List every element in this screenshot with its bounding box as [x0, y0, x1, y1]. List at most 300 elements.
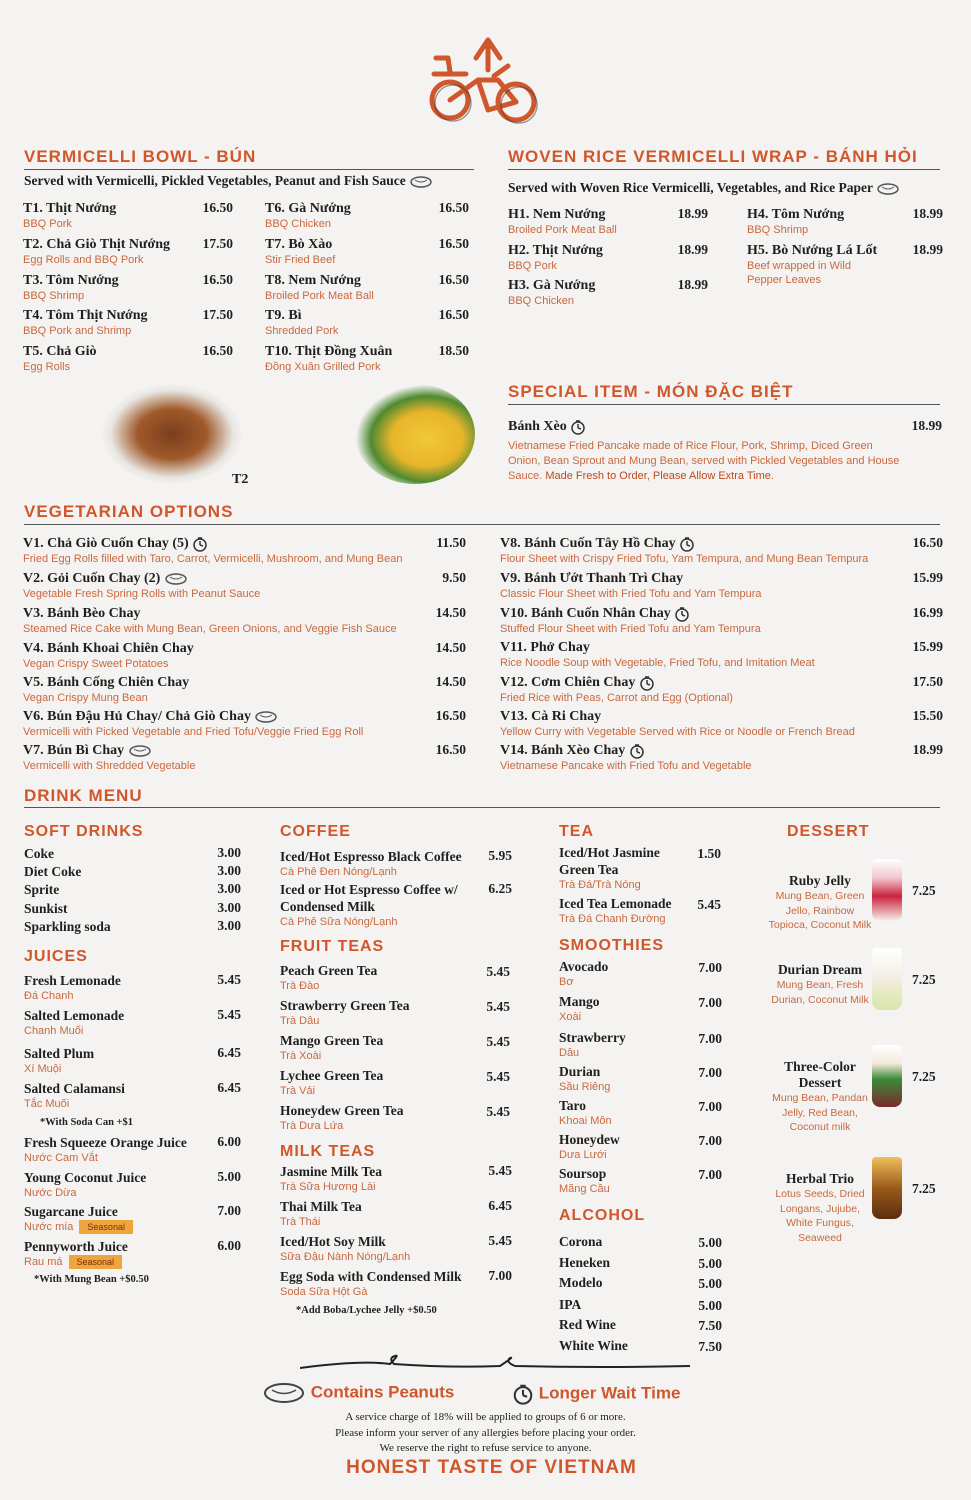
dessert-name: Three-Color Dessert: [784, 1059, 856, 1090]
smoothies-title: SMOOTHIES: [559, 937, 665, 954]
item-desc: BBQ Chicken: [265, 218, 332, 230]
item-desc: Shredded Pork: [265, 325, 339, 338]
item-price: 7.50: [698, 1318, 722, 1333]
item-name: Salted Plum: [24, 1046, 95, 1061]
dessert-price: 7.25: [912, 1069, 936, 1084]
veg-item: [23, 674, 466, 705]
divider: [508, 169, 940, 170]
item-price: 3.00: [217, 845, 241, 860]
item-desc: Xí Muội: [24, 1063, 62, 1075]
item-price: 7.00: [698, 960, 722, 975]
bun-item: [23, 307, 233, 338]
footer-notes: [0, 1410, 971, 1457]
item-price: 6.00: [217, 1134, 241, 1149]
smoothie-item: [559, 993, 722, 1024]
item-name: Strawberry Green Tea: [280, 998, 410, 1013]
item-price: 14.50: [435, 605, 466, 620]
smoothie-item: [559, 1063, 722, 1094]
drink-menu-title: DRINK MENU: [24, 786, 143, 805]
fruit-teas-title: FRUIT TEAS: [280, 938, 385, 955]
item-name: H4. Tôm Nướng: [747, 207, 845, 222]
item-desc: Vermicelli with Picked Vegetable and Fried Tofu/Veggie Fried Egg Roll: [23, 726, 364, 738]
item-name: T10. Thịt Đồng Xuân: [265, 344, 393, 360]
item-name: Egg Soda with Condensed Milk: [280, 1269, 462, 1284]
item-desc: Trà Thái: [280, 1216, 321, 1228]
item-price: 15.50: [912, 708, 943, 723]
item-name: Mango: [559, 994, 600, 1009]
item-name: Iced/Hot Jasmine Green Tea: [559, 845, 660, 877]
dessert-price: 7.25: [912, 1181, 936, 1196]
banh-hoi-item: [508, 242, 708, 273]
dessert-item: [768, 962, 948, 1007]
item-name: Fresh Squeeze Orange Juice: [24, 1135, 187, 1150]
item-price: 5.00: [698, 1276, 722, 1291]
fruit-tea-item: [280, 962, 510, 993]
banh-hoi-intro-text: Served with Woven Rice Vermicelli, Vegetables, and Rice Paper: [508, 180, 873, 195]
allergy-text: Please inform your server of any allergies before placing your order.: [335, 1426, 636, 1439]
item-desc: Broiled Pork Meat Ball: [265, 289, 374, 302]
dessert-name: Ruby Jelly: [789, 873, 851, 888]
item-price: 11.50: [436, 535, 466, 550]
alcohol-item: [559, 1233, 722, 1250]
service-charge-text: A service charge of 18% will be applied to groups of 6 or more.: [345, 1411, 626, 1423]
item-desc: Bơ: [559, 976, 574, 988]
item-name: Thai Milk Tea: [280, 1199, 362, 1214]
bun-item: [265, 307, 469, 338]
item-price: 3.00: [217, 899, 241, 915]
item-price: 5.45: [486, 1034, 510, 1049]
item-name: Heneken: [559, 1255, 611, 1270]
peanut-icon: [409, 175, 433, 189]
divider: [24, 524, 940, 525]
item-desc: BBQ Shrimp: [23, 289, 85, 302]
item-desc: BBQ Pork: [23, 218, 72, 230]
clock-icon: [629, 743, 645, 759]
item-price: 15.99: [912, 639, 943, 654]
dessert-item: [768, 1171, 948, 1245]
item-price: 14.50: [435, 640, 466, 655]
item-price: 3.00: [217, 917, 241, 933]
smoothie-item: [559, 958, 722, 989]
item-name: V7. Bún Bì Chay: [23, 743, 125, 758]
clock-icon: [639, 675, 655, 691]
banh-hoi-intro: [508, 180, 900, 196]
item-name: V12. Cơm Chiên Chay: [500, 675, 636, 690]
dessert-desc: Mung Bean, Pandan Jelly, Red Bean, Coconut milk: [772, 1092, 868, 1133]
item-name: V1. Chả Giò Cuốn Chay (5): [23, 536, 189, 551]
veg-item: [500, 570, 943, 601]
item-desc: Trà Sữa Hương Lài: [280, 1181, 376, 1193]
veg-item: [500, 535, 943, 566]
item-price: 18.99: [677, 206, 708, 221]
item-price: 18.99: [912, 742, 943, 757]
item-name: Fresh Lemonade: [24, 973, 121, 988]
dessert-name: Herbal Trio: [785, 1171, 855, 1186]
item-name: Salted Calamansi: [24, 1081, 125, 1096]
clock-icon: [674, 606, 690, 622]
item-price: 6.00: [217, 1238, 241, 1253]
soda-note: *With Soda Can +$1: [40, 1117, 134, 1128]
item-name: T2. Chả Giò Thịt Nướng: [23, 236, 170, 252]
item-price: 17.50: [202, 235, 233, 251]
item-name: H5. Bò Nướng Lá Lốt: [747, 242, 878, 258]
legend-wait-label: Longer Wait Time: [538, 1383, 681, 1403]
item-price: 7.00: [698, 1167, 722, 1182]
item-price: 1.50: [697, 846, 721, 861]
bun-item: [23, 343, 233, 374]
item-desc: Đồng Xuân Grilled Pork: [265, 361, 381, 374]
item-name: V8. Bánh Cuốn Tây Hồ Chay: [500, 536, 676, 551]
item-price: 6.45: [217, 1080, 241, 1095]
item-name: T9. Bì: [265, 308, 302, 324]
item-name: Pennyworth Juice: [24, 1239, 128, 1254]
veg-section-title: VEGETARIAN OPTIONS: [24, 502, 234, 521]
milk-tea-item: [280, 1233, 512, 1264]
drink-item: [24, 881, 241, 898]
dessert-title: DESSERT: [787, 823, 870, 840]
item-desc: Flour Sheet with Crispy Fried Tofu, Yam Tempura, and Mung Bean Tempura: [500, 553, 869, 565]
item-name: H1. Nem Nướng: [508, 207, 606, 222]
item-price: 5.95: [488, 848, 512, 863]
item-price: 16.99: [912, 605, 943, 620]
bun-intro: [24, 173, 433, 189]
juice-item: [24, 1238, 241, 1269]
veg-item: [23, 570, 466, 601]
item-price: 16.50: [435, 742, 466, 757]
item-name: Sunkist: [24, 900, 68, 916]
item-desc: Trà Dưa Lứa: [280, 1120, 344, 1132]
item-price: 16.50: [202, 200, 233, 215]
item-price: 6.45: [217, 1045, 241, 1060]
item-name: Honeydew: [559, 1132, 620, 1147]
item-desc: Trà Đá Chanh Đường: [559, 913, 666, 925]
veg-item: [23, 605, 466, 636]
item-price: 7.50: [698, 1339, 722, 1354]
item-price: 16.50: [438, 307, 469, 323]
item-desc: Rau má: [24, 1256, 63, 1268]
item-price: 9.50: [442, 570, 466, 585]
item-desc: Trà Xoài: [280, 1050, 322, 1062]
item-desc: Nước Dừa: [24, 1187, 77, 1199]
drink-item: [24, 918, 241, 935]
item-desc: Nước Cam Vắt: [24, 1152, 98, 1164]
item-desc: Steamed Rice Cake with Mung Bean, Green Onions, and Veggie Fish Sauce: [23, 623, 397, 635]
item-desc: BBQ Chicken: [508, 295, 575, 307]
dessert-item: [768, 873, 948, 933]
item-name: V5. Bánh Cống Chiên Chay: [23, 675, 190, 690]
item-price: 6.45: [488, 1198, 512, 1213]
item-name: Iced/Hot Espresso Black Coffee: [280, 849, 462, 864]
dessert-photo: [872, 948, 902, 1010]
veg-item: [500, 639, 943, 670]
smoothie-item: [559, 1165, 722, 1196]
milk-teas-title: MILK TEAS: [280, 1143, 376, 1160]
tea-title: TEA: [559, 823, 594, 840]
bun-item: [265, 343, 469, 374]
item-price: 18.99: [677, 241, 708, 257]
legend-peanuts-label: Contains Peanuts: [310, 1382, 455, 1402]
clock-icon: [570, 419, 586, 435]
item-price: 16.50: [435, 708, 466, 723]
item-name: Coke: [24, 846, 54, 861]
item-name: Sprite: [24, 882, 60, 898]
juice-item: [24, 1169, 241, 1200]
alcohol-item: [559, 1274, 722, 1291]
item-desc: Vegan Crispy Sweet Potatoes: [23, 658, 169, 670]
item-name: V11. Phở Chay: [500, 640, 590, 655]
item-price: 5.00: [698, 1256, 722, 1271]
bun-bowl-photo: [102, 384, 242, 484]
item-price: 7.00: [698, 995, 722, 1010]
juice-item: [24, 972, 241, 1003]
item-name: T6. Gà Nướng: [265, 201, 351, 216]
item-price: 5.45: [488, 1233, 512, 1248]
item-name: Soursop: [559, 1166, 607, 1181]
item-name: IPA: [559, 1297, 582, 1312]
item-price: 16.50: [438, 200, 469, 215]
alcohol-item: [559, 1254, 722, 1271]
item-name: T5. Chả Giò: [23, 344, 97, 360]
item-price: 7.00: [488, 1268, 512, 1283]
item-name: Salted Lemonade: [24, 1008, 125, 1023]
item-name: Mango Green Tea: [280, 1033, 384, 1048]
item-desc: Fried Egg Rolls filled with Taro, Carrot, Vermicelli, Mushroom, and Mung Bean: [23, 553, 403, 565]
drink-item: [24, 863, 241, 880]
item-price: 7.00: [217, 1203, 241, 1218]
veg-item: [500, 674, 943, 705]
banh-hoi-item: [747, 206, 943, 237]
item-name: Honeydew Green Tea: [280, 1103, 404, 1118]
item-price: 5.45: [217, 1007, 241, 1022]
clock-icon: [192, 536, 208, 552]
item-desc: Stir Fried Beef: [265, 253, 336, 266]
divider: [24, 807, 940, 808]
soft-drinks-title: SOFT DRINKS: [24, 823, 144, 840]
item-desc: Đá Chanh: [24, 990, 74, 1002]
item-price: 5.00: [217, 1169, 241, 1184]
bun-item: [23, 272, 233, 303]
alcohol-title: ALCOHOL: [559, 1207, 646, 1224]
item-name: Avocado: [559, 959, 609, 974]
drink-item: [24, 900, 241, 917]
dessert-photo: [872, 859, 902, 921]
item-name: V2. Gỏi Cuốn Chay (2): [23, 571, 161, 586]
item-price: 5.45: [486, 1069, 510, 1084]
item-price: 16.50: [202, 271, 233, 287]
item-name: V3. Bánh Bèo Chay: [23, 606, 141, 621]
bun-item: [23, 236, 233, 267]
logo-bicycle-icon: [428, 30, 544, 130]
peanut-icon: [876, 182, 900, 196]
peanut-icon: [164, 572, 188, 586]
item-desc: Xoài: [559, 1011, 582, 1023]
veg-item: [23, 742, 466, 773]
item-name: Iced Tea Lemonade: [559, 896, 672, 911]
refuse-service-text: We reserve the right to refuse service to anyone.: [379, 1442, 592, 1454]
item-name: White Wine: [559, 1338, 628, 1353]
banh-hoi-section-title: WOVEN RICE VERMICELLI WRAP - BÁNH HỎI: [508, 147, 918, 166]
item-price: 18.50: [438, 343, 469, 359]
item-price: 6.25: [488, 881, 512, 896]
item-price: 7.00: [698, 1099, 722, 1114]
ornament-divider: [300, 1352, 690, 1378]
veg-item: [23, 640, 466, 671]
dessert-desc: Lotus Seeds, Dried Longans, Jujube, White Fungus, Seaweed: [775, 1188, 865, 1244]
clock-icon: [679, 536, 695, 552]
item-price: 5.45: [217, 972, 241, 987]
item-name: T7. Bò Xào: [265, 236, 333, 252]
item-desc: BBQ Pork and Shrimp: [23, 325, 132, 338]
tagline: HONEST TASTE OF VIETNAM: [346, 1457, 637, 1478]
dessert-price: 7.25: [912, 972, 936, 987]
item-name: Diet Coke: [24, 864, 82, 880]
legend-wait: [512, 1383, 680, 1405]
banh-hoi-item: [508, 277, 708, 308]
item-price: 5.00: [698, 1298, 722, 1313]
veg-item: [23, 535, 466, 566]
item-name: T4. Tôm Thịt Nướng: [23, 308, 148, 324]
item-desc: Rice Noodle Soup with Vegetable, Fried Tofu, and Imitation Meat: [500, 657, 815, 669]
coffee-item: [280, 881, 512, 929]
item-price: 7.00: [698, 1031, 722, 1046]
item-desc: Trà Dâu: [280, 1015, 320, 1027]
item-price: 7.00: [698, 1133, 722, 1148]
milk-tea-item: [280, 1198, 512, 1229]
item-desc: Classic Flour Sheet with Fried Tofu and Yam Tempura: [500, 588, 762, 600]
dessert-photo: [872, 1045, 902, 1107]
item-name: Durian: [559, 1064, 601, 1079]
item-name: Lychee Green Tea: [280, 1068, 384, 1083]
item-desc: Khoai Môn: [559, 1115, 612, 1127]
item-price: 5.45: [486, 964, 510, 979]
veg-item: [500, 708, 943, 739]
coffee-item: [280, 848, 512, 879]
item-name: Jasmine Milk Tea: [280, 1164, 383, 1179]
item-name: V14. Bánh Xèo Chay: [500, 743, 626, 758]
bun-item: [23, 200, 233, 231]
dessert-price: 7.25: [912, 883, 936, 898]
legend-peanuts: [262, 1381, 454, 1405]
item-name: Sparkling soda: [24, 918, 111, 934]
item-price: 14.50: [435, 674, 466, 689]
item-desc: Vegetable Fresh Spring Rolls with Peanut Sauce: [23, 588, 261, 600]
veg-item: [500, 605, 943, 636]
item-name: V4. Bánh Khoai Chiên Chay: [23, 641, 194, 656]
item-desc: BBQ Shrimp: [747, 224, 809, 236]
item-desc: Dâu: [559, 1047, 580, 1059]
item-price: 3.00: [217, 863, 241, 879]
banh-xeo-photo: [355, 384, 475, 484]
item-name: Taro: [559, 1098, 587, 1113]
dessert-desc: Mung Bean, Fresh Durian, Coconut Milk: [771, 979, 869, 1006]
seasonal-badge: Seasonal: [69, 1255, 123, 1269]
item-price: 5.00: [698, 1235, 722, 1250]
item-desc: Nước mía: [24, 1221, 74, 1233]
dessert-name: Durian Dream: [777, 962, 863, 977]
item-name: H2. Thịt Nướng: [508, 242, 603, 258]
item-name: T8. Nem Nướng: [265, 272, 361, 288]
item-desc: Vegan Crispy Mung Bean: [23, 692, 148, 704]
bun-item: [265, 272, 469, 303]
fruit-tea-item: [280, 997, 510, 1028]
item-desc: Cà Phê Đen Nóng/Lạnh: [280, 866, 397, 878]
seasonal-badge: Seasonal: [79, 1220, 133, 1234]
item-price: 7.00: [698, 1065, 722, 1080]
item-desc: BBQ Pork: [508, 259, 557, 272]
item-price: 18.99: [912, 206, 943, 221]
dessert-item: [768, 1059, 948, 1135]
item-desc: Tắc Muối: [24, 1098, 70, 1110]
special-item: [508, 418, 942, 484]
item-name: Sugarcane Juice: [24, 1204, 118, 1219]
item-price: 17.50: [202, 307, 233, 323]
item-name: V10. Bánh Cuốn Nhân Chay: [500, 606, 671, 621]
veg-item: [23, 708, 466, 739]
milk-tea-item: [280, 1163, 512, 1194]
dessert-desc: Mung Bean, Green Jello, Rainbow Topioca, Coconut Milk: [768, 890, 872, 931]
item-desc: Yellow Curry with Vegetable Served with Rice or Noodle or French Bread: [500, 726, 855, 738]
item-name: T1. Thịt Nướng: [23, 201, 117, 216]
item-desc: Broiled Pork Meat Ball: [508, 224, 617, 236]
item-desc: Trà Đá/Trà Nóng: [559, 879, 641, 891]
item-price: 16.50: [438, 271, 469, 287]
juice-item: [24, 1134, 241, 1165]
bun-section-title: VERMICELLI BOWL - BÚN: [24, 147, 257, 166]
juice-item: [24, 1203, 241, 1234]
item-name: Iced or Hot Espresso Coffee w/ Condensed Milk: [280, 882, 458, 914]
item-desc: Trà Đào: [280, 980, 320, 992]
clock-icon: [512, 1383, 534, 1405]
item-price: 17.50: [912, 674, 943, 689]
item-desc: Chanh Muối: [24, 1025, 84, 1037]
divider: [24, 169, 474, 170]
banh-hoi-item: [508, 206, 708, 237]
item-desc: Soda Sữa Hột Gà: [280, 1286, 368, 1298]
dessert-photo: [872, 1157, 902, 1219]
item-price: 18.99: [912, 241, 943, 257]
item-price: 16.50: [438, 235, 469, 251]
special-note: Made Fresh to Order, Please Allow Extra Time.: [545, 470, 774, 482]
divider: [508, 404, 940, 405]
juice-item: [24, 1045, 241, 1076]
item-price: 5.45: [488, 1163, 512, 1178]
item-name: V9. Bánh Ướt Thanh Trì Chay: [500, 571, 684, 586]
photo-label: T2: [232, 472, 249, 487]
banh-hoi-item: [747, 242, 943, 287]
item-name: H3. Gà Nướng: [508, 278, 596, 293]
item-desc: Vietnamese Pancake with Fried Tofu and Vegetable: [500, 760, 752, 772]
item-desc: Cà Phê Sữa Nóng/Lạnh: [280, 916, 398, 928]
item-desc: Sữa Đậu Nành Nóng/Lạnh: [280, 1251, 411, 1263]
item-price: 16.50: [912, 535, 943, 550]
item-price: 5.45: [486, 1104, 510, 1119]
item-name: Young Coconut Juice: [24, 1170, 147, 1185]
item-desc: Mãng Cầu: [559, 1183, 610, 1195]
smoothie-item: [559, 1131, 722, 1162]
item-price: 3.00: [217, 881, 241, 897]
item-desc: Egg Rolls: [23, 361, 71, 374]
coffee-title: COFFEE: [280, 823, 351, 840]
tea-item: [559, 895, 721, 926]
item-desc: Egg Rolls and BBQ Pork: [23, 253, 144, 266]
fruit-tea-item: [280, 1067, 510, 1098]
item-desc: Vermicelli with Shredded Vegetable: [23, 760, 196, 772]
item-price: 18.99: [677, 277, 708, 292]
item-desc: Trà Vải: [280, 1085, 316, 1097]
smoothie-item: [559, 1097, 722, 1128]
juices-title: JUICES: [24, 948, 88, 965]
special-price: 18.99: [911, 418, 942, 433]
